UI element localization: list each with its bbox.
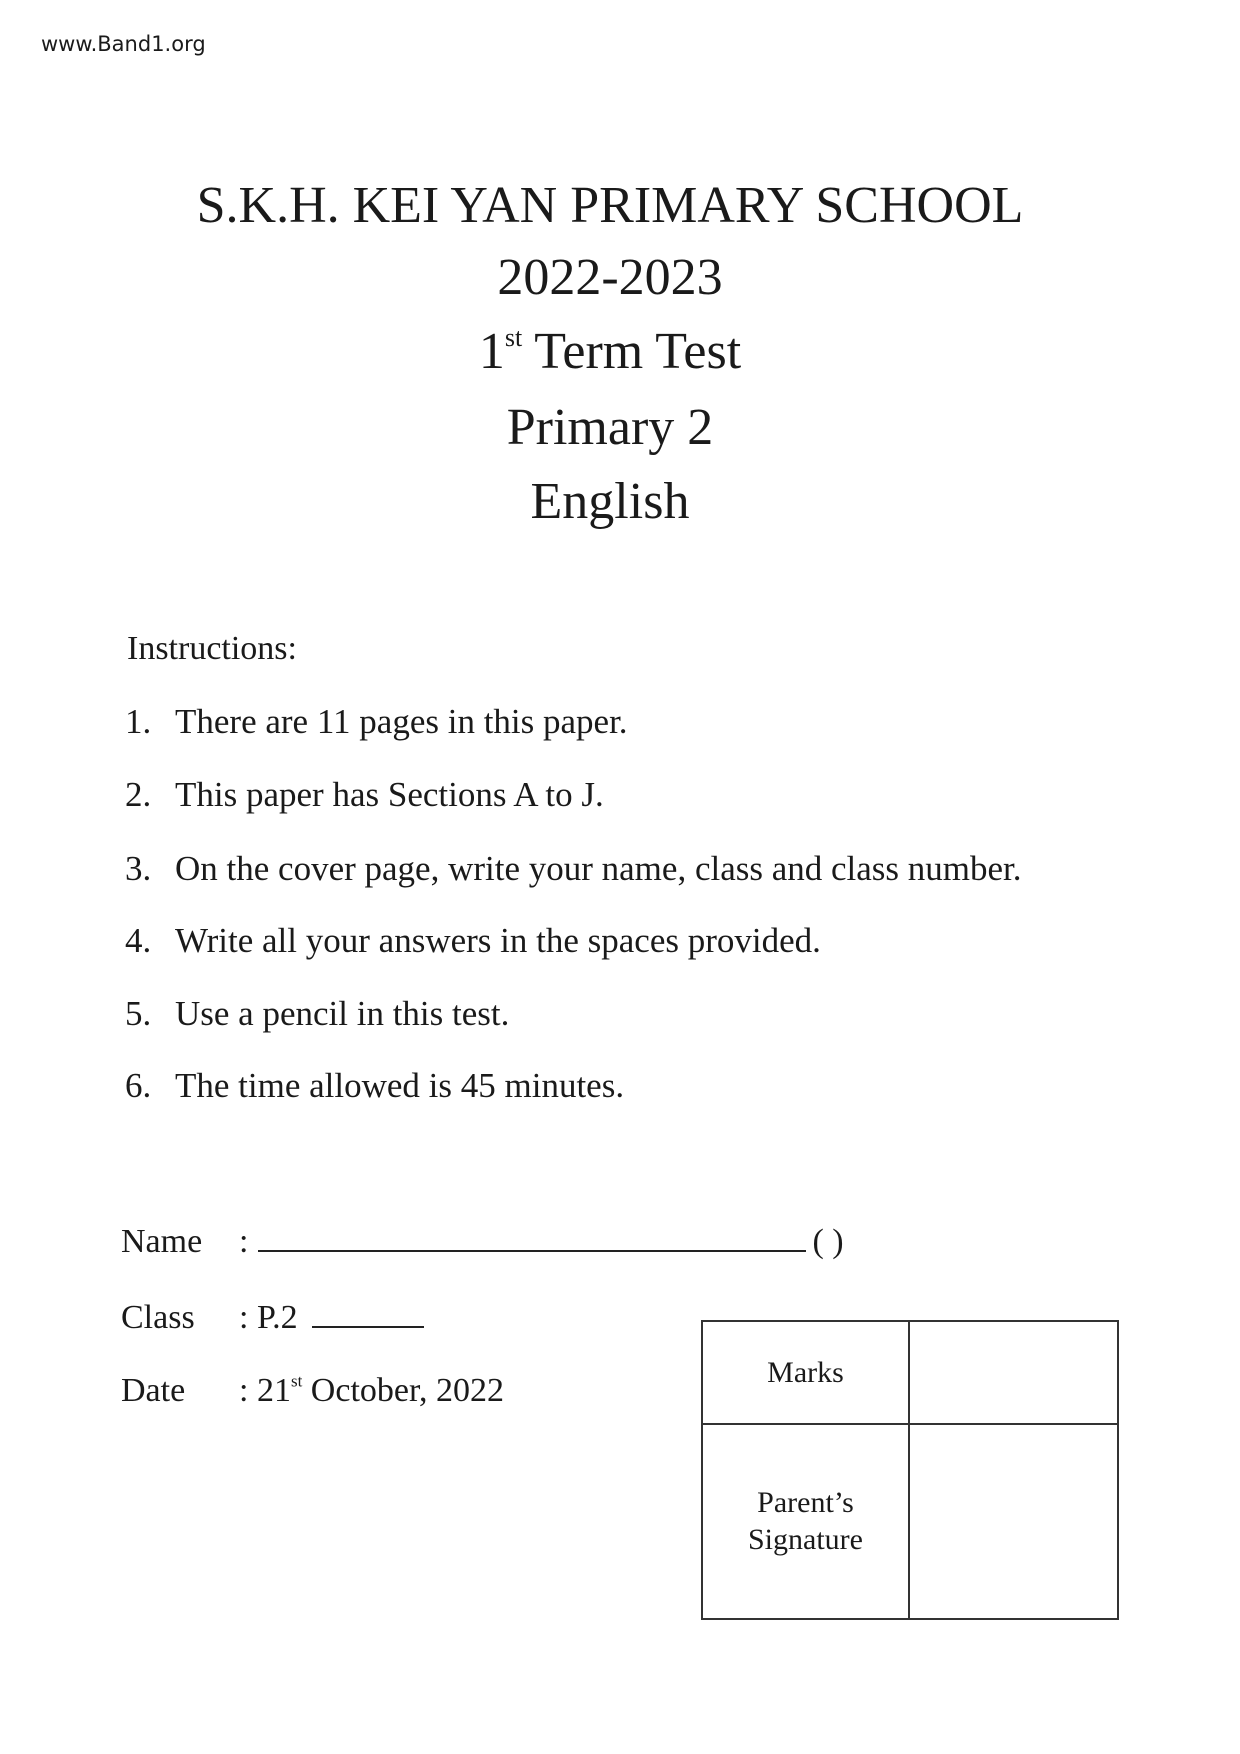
instruction-text: On the cover page, write your name, class and class number. [175,849,1022,888]
instruction-text: This paper has Sections A to J. [175,775,604,814]
school-year: 2022-2023 [497,249,723,306]
marks-label: Marks [702,1321,909,1424]
name-blank[interactable] [258,1222,806,1252]
signature-label-line-1: Parent’s [757,1485,854,1519]
name-field [121,1222,844,1261]
instruction-item [125,702,628,742]
class-number-blank[interactable]: ( ) [812,1223,844,1260]
signature-row [702,1424,1118,1619]
instruction-text: The time allowed is 45 minutes. [175,1066,625,1105]
date-label: Date [121,1372,186,1409]
term-number: 1 [478,323,505,380]
marks-table [701,1320,1119,1620]
instruction-item [125,775,604,815]
instruction-item [125,921,821,961]
date-ordinal: st [290,1371,303,1391]
instruction-number: 1. [125,702,152,741]
watermark-url: www.Band1.org [41,32,206,56]
instructions-heading: Instructions: [127,630,297,667]
marks-row [702,1321,1118,1424]
parent-signature-label [702,1424,909,1619]
marks-value-cell[interactable] [909,1321,1118,1424]
name-colon: : [239,1223,249,1260]
date-field [121,1372,504,1410]
class-label: Class [121,1299,195,1336]
date-day: : 21 [239,1372,291,1409]
class-value: : P.2 [239,1299,298,1336]
instruction-item [125,1066,624,1106]
class-blank[interactable] [312,1298,424,1328]
instruction-item [125,994,509,1034]
instruction-text: There are 11 pages in this paper. [175,702,628,741]
term-label: Term Test [522,323,742,380]
instruction-item [125,849,1022,889]
instruction-text: Write all your answers in the spaces provided. [175,921,821,960]
signature-value-cell[interactable] [909,1424,1118,1619]
instruction-text: Use a pencil in this test. [175,994,510,1033]
grade-level: Primary 2 [506,399,714,456]
date-month-year: October, 2022 [302,1372,504,1409]
instruction-number: 5. [125,994,152,1033]
class-field [121,1298,424,1337]
signature-label-line-2: Signature [748,1523,863,1557]
instruction-number: 2. [125,775,152,814]
subject: English [530,473,690,530]
instruction-number: 6. [125,1066,152,1105]
instruction-number: 4. [125,921,152,960]
term-title [0,322,1230,380]
instruction-number: 3. [125,849,152,888]
name-label: Name [121,1223,203,1260]
school-name: S.K.H. KEI YAN PRIMARY SCHOOL [196,177,1024,234]
term-ordinal: st [504,322,523,352]
